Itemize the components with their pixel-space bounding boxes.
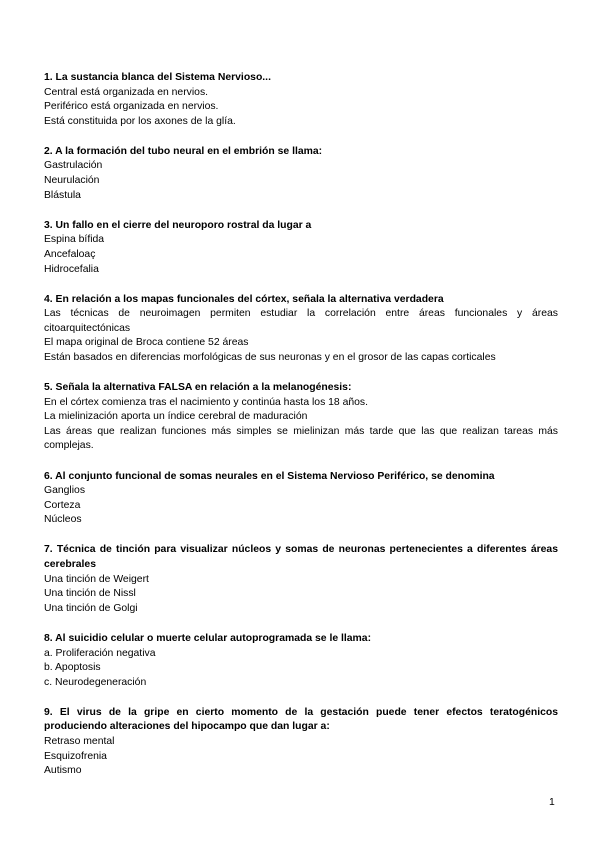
question-4	[44, 293, 558, 366]
question-title: 1. La sustancia blanca del Sistema Nervioso...	[44, 72, 271, 83]
question-9	[44, 706, 558, 779]
question-title: 3. Un fallo en el cierre del neuroporo rostral da lugar a	[44, 219, 312, 231]
answer-option: Una tinción de Nissl	[44, 588, 136, 600]
answer-option: Retraso mental	[44, 735, 115, 747]
question-3	[44, 219, 558, 277]
question-7	[44, 543, 558, 616]
answer-option: Gastrulación	[44, 160, 103, 172]
answer-option: Ganglios	[44, 485, 86, 497]
question-title: 9. El virus de la gripe en cierto momento de la gestación puede tener efectos teratogénicos produciendo alteraciones del hipocampo que dan lugar a:	[44, 706, 558, 733]
answer-option: Periférico está organizada en nervios.	[44, 101, 219, 113]
answer-option: Hidrocefalia	[44, 263, 99, 275]
answer-option: Las áreas que realizan funciones más simples se mielinizan más tarde que las que realizan tareas más complejas.	[44, 425, 558, 452]
question-title: 8. Al suicidio celular o muerte celular autoprogramada se le llama:	[44, 632, 372, 644]
answer-option: a. Proliferación negativa	[44, 647, 156, 659]
answer-option: Blástula	[44, 189, 81, 201]
answer-option: La mielinización aporta un índice cerebral de maduración	[44, 411, 308, 423]
answer-option: Autismo	[44, 765, 82, 777]
question-title: 7. Técnica de tinción para visualizar núcleos y somas de neuronas pertenecientes a diferentes áreas cerebrales	[44, 544, 558, 571]
answer-option: b. Apoptosis	[44, 662, 101, 674]
answer-option: En el córtex comienza tras el nacimiento y continúa hasta los 18 años.	[44, 396, 369, 408]
answer-option: Neurulación	[44, 175, 100, 187]
answer-option: El mapa original de Broca contiene 52 áreas	[44, 337, 249, 349]
answer-option: Una tinción de Golgi	[44, 602, 138, 614]
question-title: 6. Al conjunto funcional de somas neurales en el Sistema Nervioso Periférico, se denomina	[44, 470, 495, 482]
answer-option: Núcleos	[44, 514, 82, 526]
page-number: 1	[549, 797, 555, 808]
question-6	[44, 470, 558, 528]
answer-option: Están basados en diferencias morfológicas de sus neuronas y en el grosor de las capas corticales	[44, 352, 496, 363]
question-8	[44, 632, 558, 690]
question-title: 5. Señala la alternativa FALSA en relación a la melanogénesis:	[44, 382, 352, 394]
answer-option: Una tinción de Weigert	[44, 573, 149, 585]
answer-option: c. Neurodegeneración	[44, 676, 147, 688]
question-1	[44, 71, 558, 129]
answer-option: Las técnicas de neuroimagen permiten estudiar la correlación entre áreas funcionales y áreas citoarquitectónicas	[44, 308, 558, 334]
question-title: 4. En relación a los mapas funcionales del córtex, señala la alternativa verdadera	[44, 293, 444, 305]
question-list	[44, 71, 558, 794]
answer-option: Está constituida por los axones de la glía.	[44, 115, 236, 127]
answer-option: Ancefaloaç	[44, 248, 96, 260]
answer-option: Esquizofrenia	[44, 750, 107, 762]
answer-option: Corteza	[44, 499, 81, 511]
answer-option: Espina bífida	[44, 234, 105, 246]
question-5	[44, 381, 558, 454]
question-2	[44, 145, 558, 203]
answer-option: Central está organizada en nervios.	[44, 86, 209, 98]
question-title: 2. A la formación del tubo neural en el embrión se llama:	[44, 145, 323, 157]
